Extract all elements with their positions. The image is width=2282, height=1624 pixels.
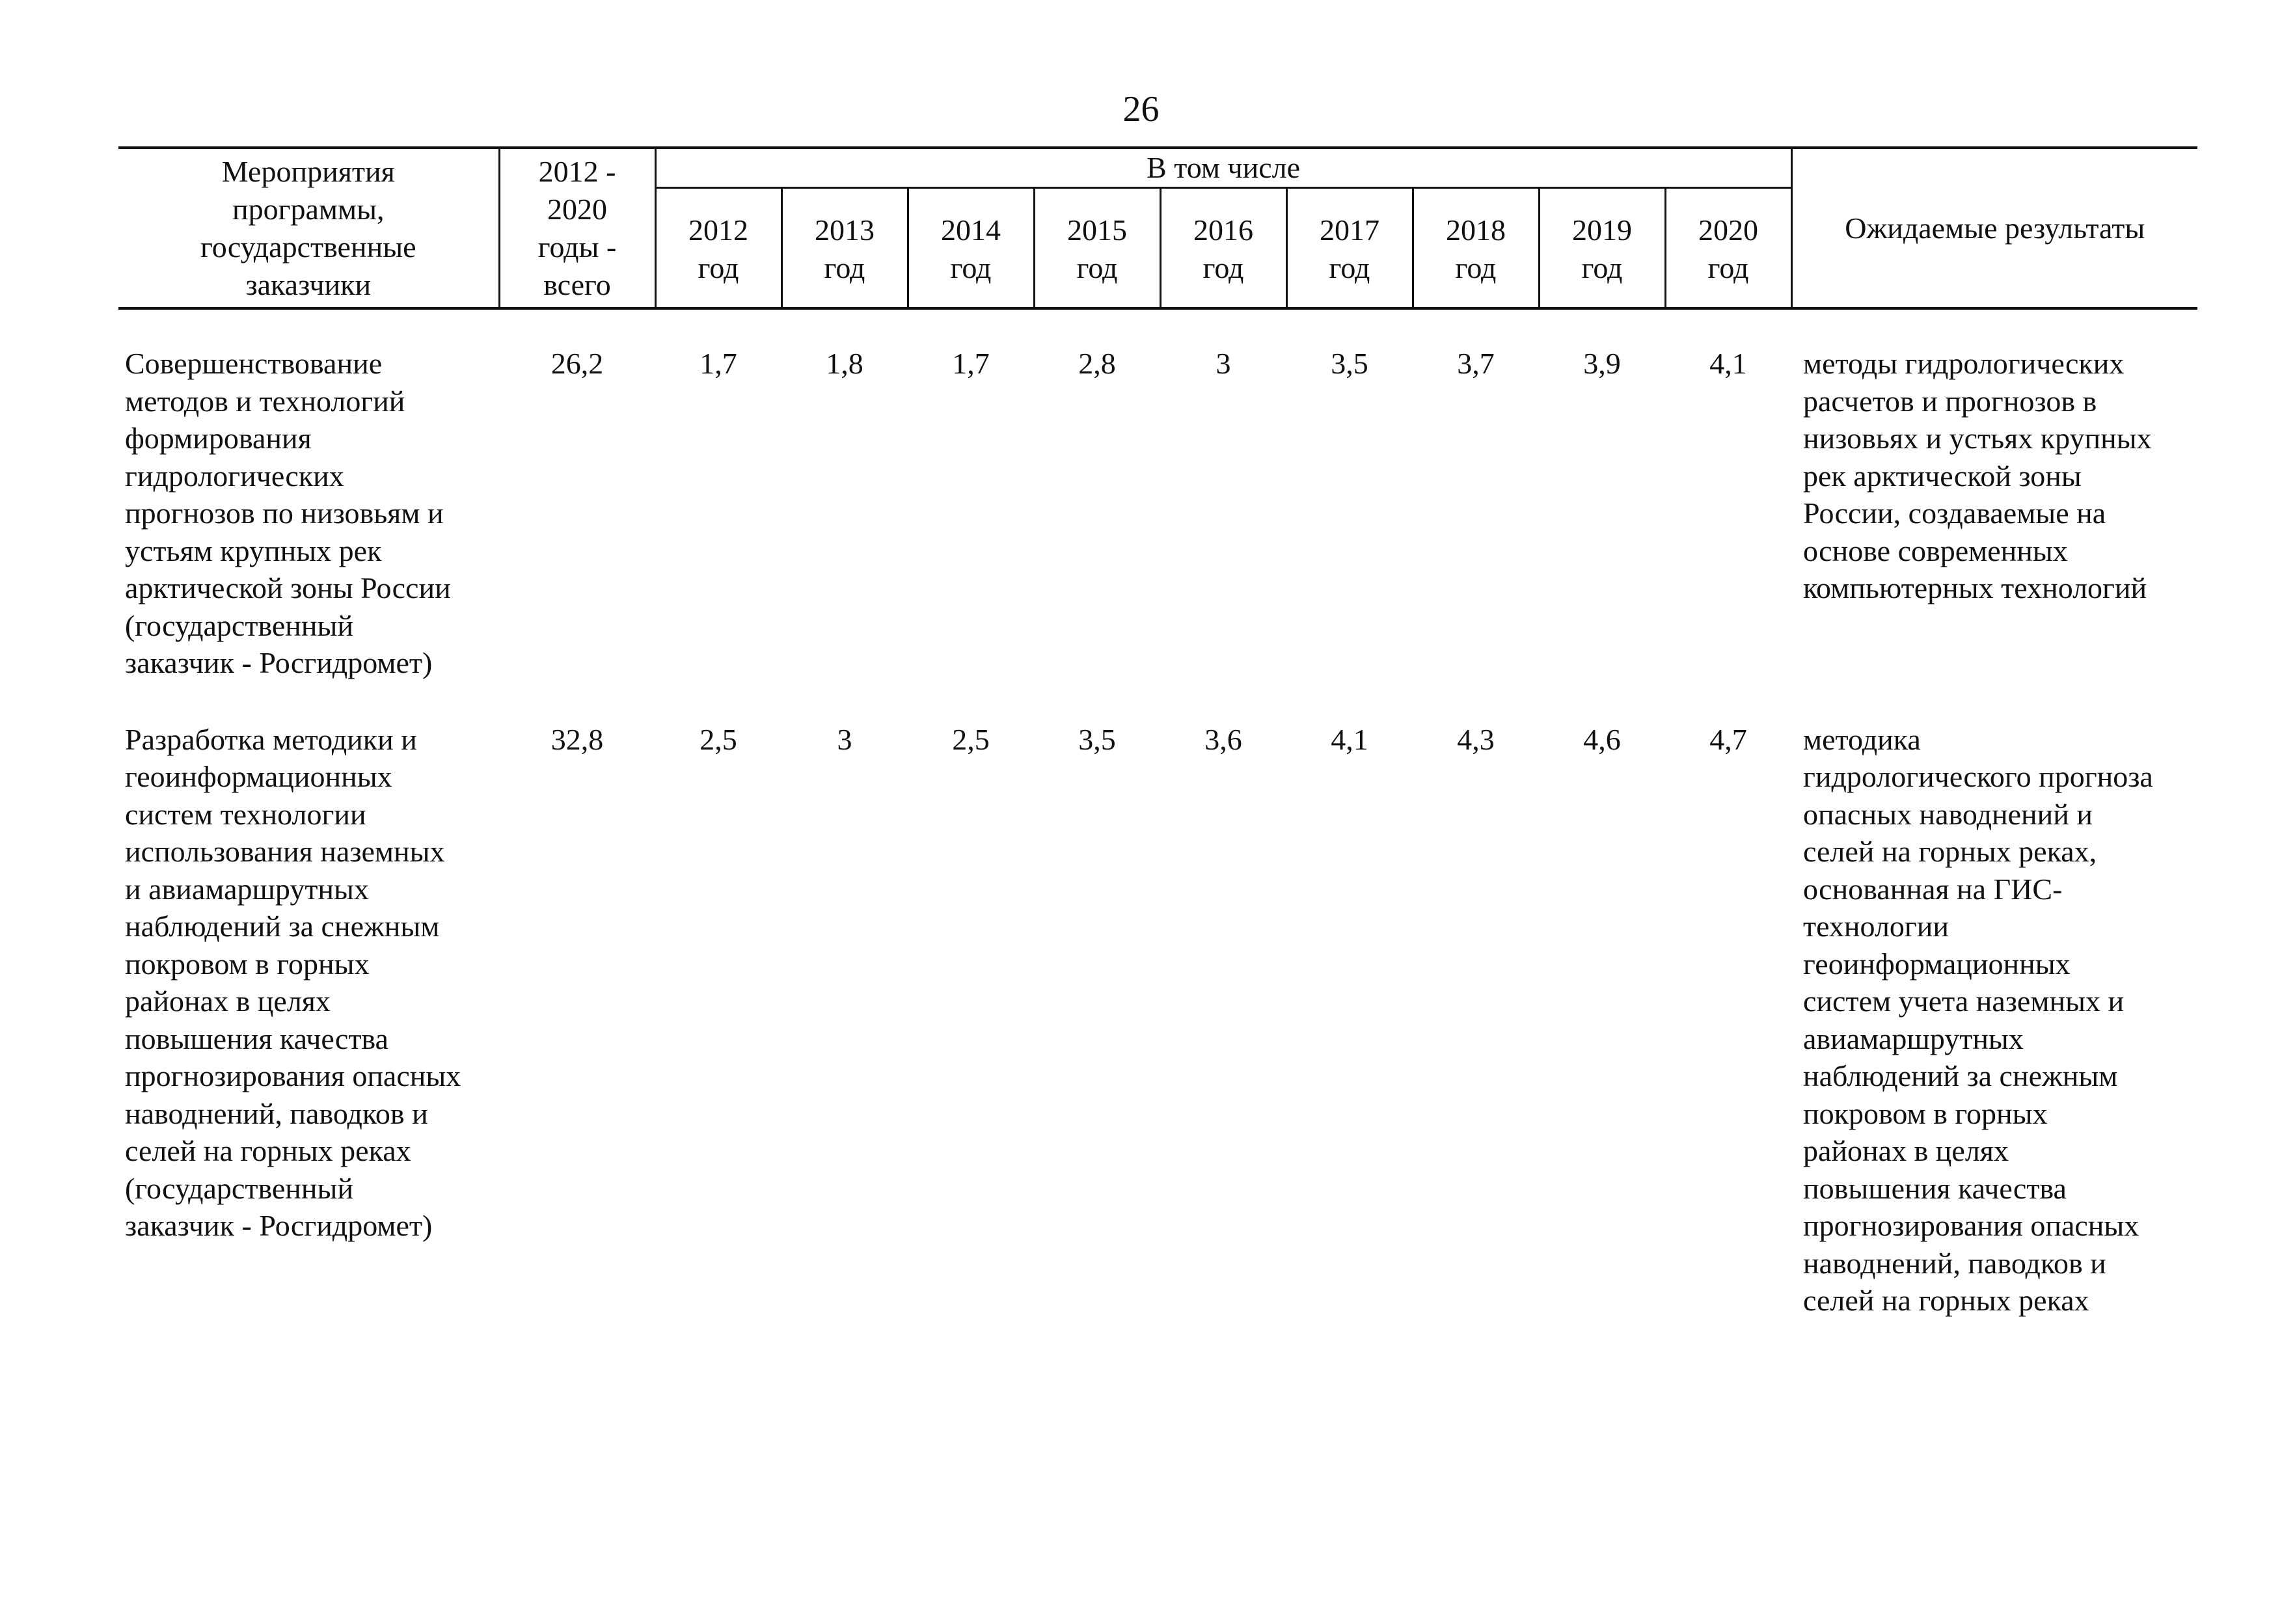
year-label: 2017: [1320, 213, 1379, 247]
row-value-2013: 1,8: [826, 347, 863, 380]
text-line: прогнозирования опасных: [125, 1059, 461, 1092]
row-expected-result: [1791, 308, 2197, 682]
row-value-2015: 2,8: [1078, 347, 1116, 380]
header-year-2014: [908, 188, 1034, 309]
text-line: методы гидрологических: [1803, 347, 2125, 380]
year-label: 2016: [1193, 213, 1253, 247]
text-line: заказчик - Росгидромет): [125, 1209, 433, 1242]
row-expected-result: [1791, 682, 2197, 1320]
text-line: опасных наводнений и: [1803, 797, 2093, 831]
text-line: гидрологического прогноза: [1803, 760, 2153, 793]
text-line: геоинформационных: [1803, 947, 2071, 981]
row-value-2013: 3: [837, 722, 852, 756]
text-line: селей на горных реках,: [1803, 835, 2097, 868]
header-measures: [118, 148, 499, 308]
header-year-2017: [1286, 188, 1413, 309]
header-year-2012: [655, 188, 781, 309]
row-value-2017: 4,1: [1331, 722, 1368, 756]
row-value-2014: 1,7: [952, 347, 990, 380]
text-line: селей на горных реках: [1803, 1284, 2089, 1317]
year-unit: год: [824, 251, 865, 284]
row-value-2018: 3,7: [1457, 347, 1495, 380]
row-value-2020: 4,7: [1709, 722, 1747, 756]
header-measures-line: государственные: [200, 230, 416, 264]
text-line: основанная на ГИС-: [1803, 872, 2063, 906]
header-total-line: годы -: [537, 230, 617, 264]
header-year-2020: [1665, 188, 1791, 309]
text-line: Совершенствование: [125, 347, 383, 380]
text-line: авиамаршрутных: [1803, 1022, 2024, 1055]
header-year-2016: [1160, 188, 1286, 309]
year-unit: год: [1329, 251, 1370, 284]
row-value-2018: 4,3: [1457, 722, 1495, 756]
text-line: повышения качества: [1803, 1171, 2067, 1205]
header-measures-line: Мероприятия: [221, 154, 395, 188]
year-label: 2014: [941, 213, 1001, 247]
text-line: арктической зоны России: [125, 571, 451, 604]
row-value-2012: 1,7: [700, 347, 737, 380]
text-line: покровом в горных: [125, 947, 370, 981]
text-line: (государственный: [125, 608, 354, 642]
text-line: геоинформационных: [125, 760, 392, 793]
text-line: Разработка методики и: [125, 722, 417, 756]
text-line: рек арктической зоны: [1803, 459, 2082, 493]
row-total: 32,8: [550, 722, 604, 756]
text-line: технологии: [1803, 910, 1949, 943]
year-unit: год: [1707, 251, 1749, 284]
header-year-2019: [1539, 188, 1665, 309]
year-unit: год: [698, 251, 739, 284]
text-line: (государственный: [125, 1171, 354, 1205]
header-total-line: всего: [543, 267, 611, 301]
year-unit: год: [1581, 251, 1623, 284]
text-line: использования наземных: [125, 835, 445, 868]
text-line: расчетов и прогнозов в: [1803, 384, 2097, 418]
row-value-2017: 3,5: [1331, 347, 1368, 380]
text-line: покровом в горных: [1803, 1096, 2048, 1130]
table-row: [118, 682, 2197, 1320]
row-value-2020: 4,1: [1709, 347, 1747, 380]
text-line: гидрологических: [125, 459, 344, 493]
year-label: 2013: [815, 213, 875, 247]
text-line: районах в целях: [1803, 1134, 2009, 1167]
header-including: В том числе: [655, 148, 1791, 188]
year-unit: год: [1076, 251, 1118, 284]
table-row: [118, 308, 2197, 682]
row-measure-name: [118, 682, 499, 1320]
row-measure-name: [118, 308, 499, 682]
row-value-2014: 2,5: [952, 722, 990, 756]
text-line: формирования: [125, 422, 312, 455]
text-line: основе современных: [1803, 534, 2068, 567]
text-line: селей на горных реках: [125, 1134, 411, 1167]
year-label: 2015: [1067, 213, 1127, 247]
text-line: России, создаваемые на: [1803, 496, 2106, 530]
header-year-2013: [781, 188, 908, 309]
text-line: и авиамаршрутных: [125, 872, 369, 906]
page-number: 26: [1122, 89, 1160, 129]
header-year-2015: [1034, 188, 1160, 309]
text-line: повышения качества: [125, 1022, 388, 1055]
header-year-2018: [1413, 188, 1539, 309]
text-line: прогнозов по низовьям и: [125, 496, 444, 530]
row-value-2015: 3,5: [1078, 722, 1116, 756]
text-line: компьютерных технологий: [1803, 571, 2147, 604]
year-unit: год: [950, 251, 992, 284]
text-line: наводнений, паводков и: [1803, 1246, 2106, 1280]
year-label: 2018: [1446, 213, 1506, 247]
row-total: 26,2: [550, 347, 604, 380]
header-results: Ожидаемые результаты: [1791, 148, 2197, 308]
text-line: наблюдений за снежным: [1803, 1059, 2118, 1092]
row-value-2019: 4,6: [1583, 722, 1621, 756]
row-value-2019: 3,9: [1583, 347, 1621, 380]
text-line: заказчик - Росгидромет): [125, 646, 433, 679]
header-total: [499, 148, 655, 308]
text-line: наблюдений за снежным: [125, 910, 440, 943]
header-total-line: 2020: [547, 192, 607, 226]
header-measures-line: заказчики: [245, 267, 372, 301]
text-line: прогнозирования опасных: [1803, 1209, 2139, 1242]
row-value-2016: 3,6: [1204, 722, 1242, 756]
text-line: методика: [1803, 722, 1921, 756]
text-line: систем учета наземных и: [1803, 984, 2125, 1018]
row-value-2012: 2,5: [700, 722, 737, 756]
header-total-line: 2012 -: [538, 154, 616, 188]
text-line: наводнений, паводков и: [125, 1096, 428, 1130]
text-line: методов и технологий: [125, 384, 405, 418]
program-table: [118, 146, 2197, 1320]
text-line: систем технологии: [125, 797, 366, 831]
year-label: 2019: [1572, 213, 1632, 247]
row-value-2016: 3: [1216, 347, 1231, 380]
text-line: устьям крупных рек: [125, 534, 382, 567]
text-line: низовьях и устьях крупных: [1803, 422, 2152, 455]
year-label: 2020: [1698, 213, 1758, 247]
year-label: 2012: [688, 213, 748, 247]
header-measures-line: программы,: [232, 192, 385, 226]
year-unit: год: [1455, 251, 1497, 284]
text-line: районах в целях: [125, 984, 331, 1018]
year-unit: год: [1202, 251, 1244, 284]
